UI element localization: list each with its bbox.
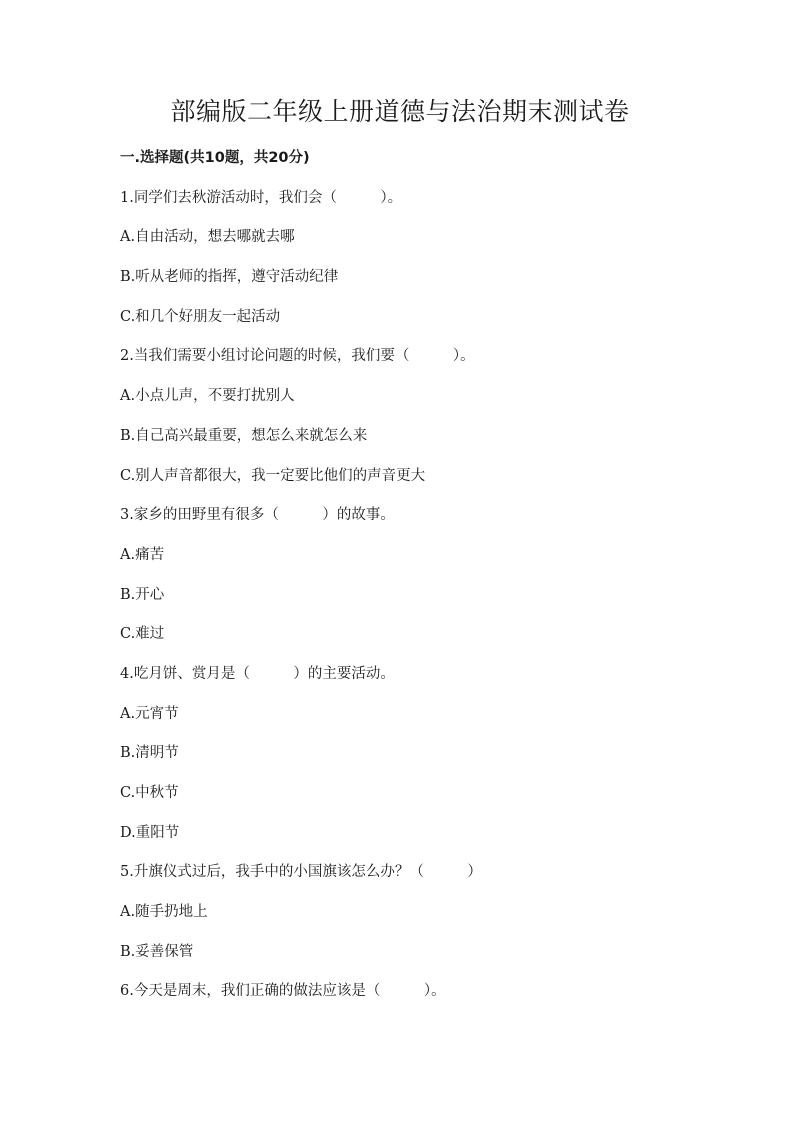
question-1-option-a: A.自由活动，想去哪就去哪 [120,229,295,246]
question-5: 5.升旗仪式过后，我手中的小国旗该怎么办？（ ） [120,864,482,881]
question-2-option-c: C.别人声音都很大，我一定要比他们的声音更大 [120,467,426,484]
question-2-option-a: A.小点儿声，不要打扰别人 [120,388,295,405]
exam-content [120,148,680,1021]
question-4-option-c: C.中秋节 [120,785,179,801]
question-3: 3.家乡的田野里有很多（ ）的故事。 [120,507,395,524]
question-1-option-c: C.和几个好朋友一起活动 [120,308,281,325]
question-4-option-b: B.清明节 [120,745,179,762]
question-3-option-b: B.开心 [120,586,165,603]
question-2: 2.当我们需要小组讨论问题的时候，我们要（ ）。 [120,348,475,365]
question-4-option-d: D.重阳节 [120,824,180,841]
question-3-option-a: A.痛苦 [120,546,165,563]
page-title: 部编版二年级上册道德与法治期末测试卷 [170,97,630,126]
question-3-option-c: C.难过 [120,626,165,643]
section-heading: 一.选择题(共10题，共20分) [120,150,310,166]
question-5-option-a: A.随手扔地上 [120,904,208,921]
question-4-option-a: A.元宵节 [120,705,179,722]
question-5-option-b: B.妥善保管 [120,943,194,960]
question-1-option-b: B.听从老师的指挥，遵守活动纪律 [120,269,339,286]
question-4: 4.吃月饼、赏月是（ ）的主要活动。 [120,665,395,682]
question-2-option-b: B.自己高兴最重要，想怎么来就怎么来 [120,427,368,444]
question-1: 1.同学们去秋游活动时，我们会（ ）。 [120,189,403,206]
question-6: 6.今天是周末，我们正确的做法应该是（ ）。 [120,983,446,1000]
